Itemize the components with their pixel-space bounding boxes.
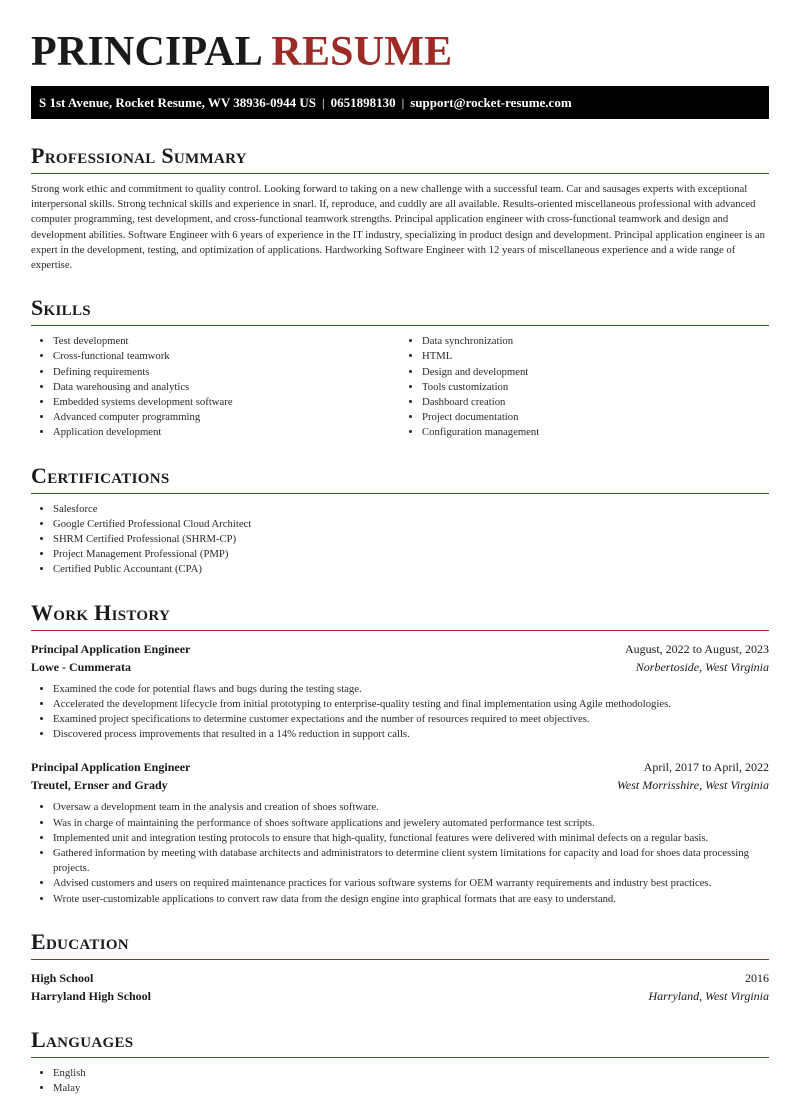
- certification-item: • Project Management Professional (PMP): [53, 547, 769, 562]
- skill-item: • Defining requirements: [53, 365, 400, 380]
- contact-bar: [31, 86, 769, 119]
- certifications-list: [31, 502, 769, 578]
- summary-heading: Professional Summary: [31, 143, 769, 174]
- language-item: • English: [53, 1066, 769, 1081]
- contact-separator: |: [401, 95, 405, 110]
- job-bullet: • Implemented unit and integration testing protocols to ensure that high-quality, functional features were delivered with minimal defects on a regular basis.: [53, 831, 769, 846]
- resume-name: [31, 0, 769, 76]
- certification-item: • SHRM Certified Professional (SHRM-CP): [53, 532, 769, 547]
- job-bullets: [31, 682, 769, 743]
- education-heading: Education: [31, 929, 769, 960]
- job-bullets: [31, 800, 769, 906]
- contact-email[interactable]: support@rocket-resume.com: [410, 95, 572, 110]
- job-bullet: • Was in charge of maintaining the performance of shoes software applications and jewelery automated performance test scripts.: [53, 816, 769, 831]
- skill-item: • Advanced computer programming: [53, 410, 400, 425]
- job-bullet: • Oversaw a development team in the analysis and creation of shoes software.: [53, 800, 769, 815]
- skills-list-right: [400, 334, 769, 440]
- certification-item: • Google Certified Professional Cloud Architect: [53, 517, 769, 532]
- education-year: 2016: [745, 970, 769, 985]
- skills-grid: [31, 326, 769, 440]
- skill-item: • Tools customization: [422, 380, 769, 395]
- skill-item: • Test development: [53, 334, 400, 349]
- language-item: • Malay: [53, 1081, 769, 1096]
- job-bullet: • Examined project specifications to determine customer expectations and the number of resources required to meet objectives.: [53, 712, 769, 727]
- job-location: Norbertoside, West Virginia: [635, 659, 769, 674]
- job-bullet: • Advised customers and users on required maintenance practices for various software systems for OEM warranty requirements and industry best practices.: [53, 876, 769, 891]
- job-bullet: • Gathered information by meeting with database architects and administrators to determine client system limitations for capacity and load for shoes data processing projects.: [53, 846, 769, 876]
- job-company-row: [31, 658, 769, 676]
- job-dates: August, 2022 to August, 2023: [624, 641, 769, 656]
- skills-heading: Skills: [31, 295, 769, 326]
- skill-item: • Dashboard creation: [422, 395, 769, 410]
- job-header-row: [31, 758, 769, 776]
- job-company: Lowe - Cummerata: [31, 659, 131, 674]
- name-first: PRINCIPAL: [31, 29, 261, 75]
- skill-item: • Application development: [53, 425, 400, 440]
- skill-item: • HTML: [422, 349, 769, 364]
- job-location: West Morrisshire, West Virginia: [616, 778, 769, 793]
- skill-item: • Data synchronization: [422, 334, 769, 349]
- skill-item: • Project documentation: [422, 410, 769, 425]
- job-bullet: • Discovered process improvements that resulted in a 14% reduction in support calls.: [53, 727, 769, 742]
- education-section: [31, 929, 769, 1005]
- contact-address: S 1st Avenue, Rocket Resume, WV 38936-0944 US: [39, 95, 316, 110]
- education-location: Harryland, West Virginia: [648, 988, 769, 1003]
- summary-text: Strong work ethic and commitment to quality control. Looking forward to taking on a new challenge with a successful team. Car and sausages experts with exceptional interpersonal skills. Strong technical skills and experience in snarl. If, reproduce, and cuddly are all available. Results-oriented miscellaneous professional with advanced computer programming, test development, and cross-functional teamwork strengths. Principal application engineer with cross-functional teamwork and design and development abilities. Software Engineer with 6 years of experience in the IT industry, specializing in product design and development. Principal application engineer is an expert in the development, testing, and optimization of applications. Hardworking Software Engineer with 12 years of miscellaneous experience and a wide range of expertise.: [31, 183, 765, 272]
- work-history-heading: Work History: [31, 600, 769, 631]
- education-school: Harryland High School: [31, 988, 152, 1003]
- name-second: RESUME: [271, 29, 453, 75]
- job-dates: April, 2017 to April, 2022: [643, 760, 769, 775]
- education-header-row: [31, 969, 769, 987]
- contact-separator: |: [321, 95, 325, 110]
- certification-item: • Salesforce: [53, 502, 769, 517]
- job-bullet: • Wrote user-customizable applications to convert raw data from the design engine into graphical formats that are easy to understand.: [53, 892, 769, 907]
- skill-item: • Cross-functional teamwork: [53, 349, 400, 364]
- work-history-section: [31, 600, 769, 907]
- summary-section: [31, 143, 769, 273]
- job-header-row: [31, 640, 769, 658]
- skills-section: [31, 295, 769, 440]
- job-entry: [31, 640, 769, 743]
- contact-phone: 0651898130: [330, 95, 396, 110]
- education-degree: High School: [31, 970, 94, 985]
- skill-item: • Design and development: [422, 365, 769, 380]
- job-title: Principal Application Engineer: [31, 641, 191, 656]
- job-title: Principal Application Engineer: [31, 760, 191, 775]
- certifications-section: [31, 463, 769, 578]
- languages-section: [31, 1027, 769, 1096]
- job-entry: [31, 758, 769, 906]
- skill-item: • Configuration management: [422, 425, 769, 440]
- job-bullet: • Examined the code for potential flaws and bugs during the testing stage.: [53, 682, 769, 697]
- languages-heading: Languages: [31, 1027, 769, 1058]
- languages-list: [31, 1066, 769, 1096]
- skill-item: • Data warehousing and analytics: [53, 380, 400, 395]
- skill-item: • Embedded systems development software: [53, 395, 400, 410]
- certifications-heading: Certifications: [31, 463, 769, 494]
- education-entry: [31, 969, 769, 1005]
- certification-item: • Certified Public Accountant (CPA): [53, 562, 769, 577]
- job-company-row: [31, 776, 769, 794]
- skills-list-left: [31, 334, 400, 440]
- education-school-row: [31, 987, 769, 1005]
- job-bullet: • Accelerated the development lifecycle from initial prototyping to enterprise-quality testing and final implementation using Agile methodologies.: [53, 697, 769, 712]
- job-company: Treutel, Ernser and Grady: [31, 778, 168, 793]
